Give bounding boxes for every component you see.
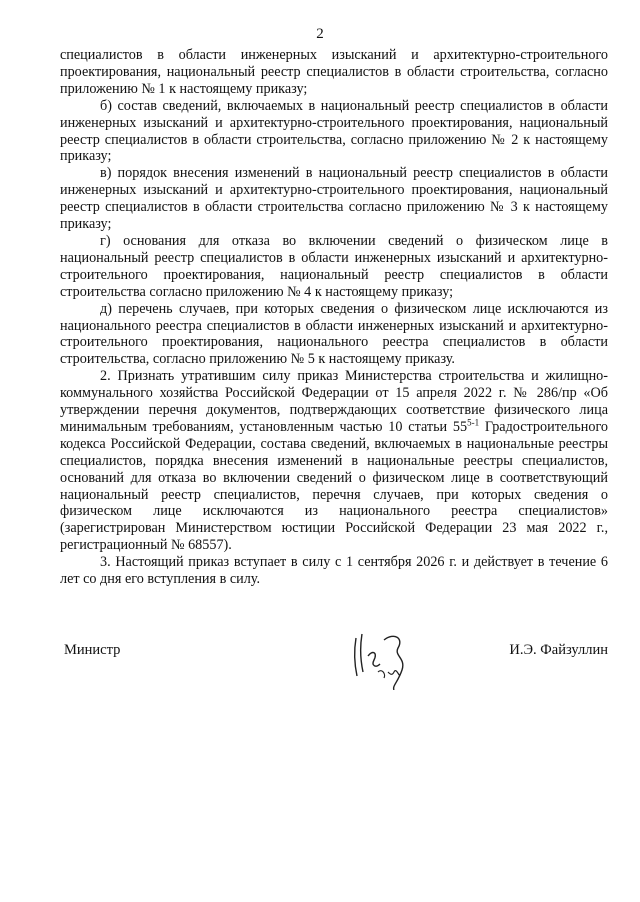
handwritten-signature — [348, 628, 428, 690]
paragraph-item-a-continuation: специалистов в области инженерных изысканий и архитектурно-строительного проектирования, национальный реестр специалистов в области строительства, согласно приложению № 1 к настоящему приказу; — [60, 47, 608, 97]
paragraph-2-text-start: 2. Признать утратившим силу приказ Министерства строительства и жилищно-коммунального хозяйства Российской Федерации от 15 апреля 2022 г. № 286/пр «Об утверждении перечня документов, подтверждающих соответствие физического лица минимальным требованиям, установленным частью 10 статьи 55 — [60, 368, 608, 435]
paragraph-2 — [60, 368, 608, 554]
signatory-name: И.Э. Файзуллин — [509, 642, 608, 658]
paragraph-2-text-end: Градостроительного кодекса Российской Федерации, состава сведений, включаемых в национальные реестры специалистов, порядка внесения изменений в национальные реестры специалистов, оснований для отказа во включении сведений о физическом лице в соответствующий национальный реестр специалистов, перечня случаев, при которых сведения о физическом лице исключаются из национального реестра специалистов» (зарегистрирован Министерством юстиции Российской Федерации 23 мая 2022 г., регистрационный № 68557). — [60, 418, 609, 554]
document-body — [60, 47, 608, 588]
page-number: 2 — [316, 26, 324, 42]
paragraph-item-v: в) порядок внесения изменений в национальный реестр специалистов в области инженерных изысканий и архитектурно-строительного проектирования, национальный реестр специалистов в области строительства согласно приложению № 3 к настоящему приказу; — [60, 165, 608, 233]
paragraph-3: 3. Настоящий приказ вступает в силу с 1 сентября 2026 г. и действует в течение 6 лет со дня его вступления в силу. — [60, 554, 608, 588]
signature-block — [60, 628, 608, 688]
paragraph-item-g: г) основания для отказа во включении сведений о физическом лице в национальный реестр специалистов в области инженерных изысканий и архитектурно-строительного проектирования, национальный реестр специалистов в области строительства согласно приложению № 4 к настоящему приказу; — [60, 232, 608, 300]
signatory-title: Министр — [64, 642, 121, 658]
article-superscript: 5-1 — [467, 417, 480, 428]
paragraph-item-d: д) перечень случаев, при которых сведения о физическом лице исключаются из национального реестра специалистов в области инженерных изысканий и архитектурно-строительного проектирования, национального реестра специалистов в области строительства, согласно приложению № 5 к настоящему приказу. — [60, 300, 608, 368]
paragraph-item-b: б) состав сведений, включаемых в национальный реестр специалистов в области инженерных изысканий и архитектурно-строительного проектирования, национальный реестр специалистов в области строительства, согласно приложению № 2 к настоящему приказу; — [60, 97, 608, 165]
